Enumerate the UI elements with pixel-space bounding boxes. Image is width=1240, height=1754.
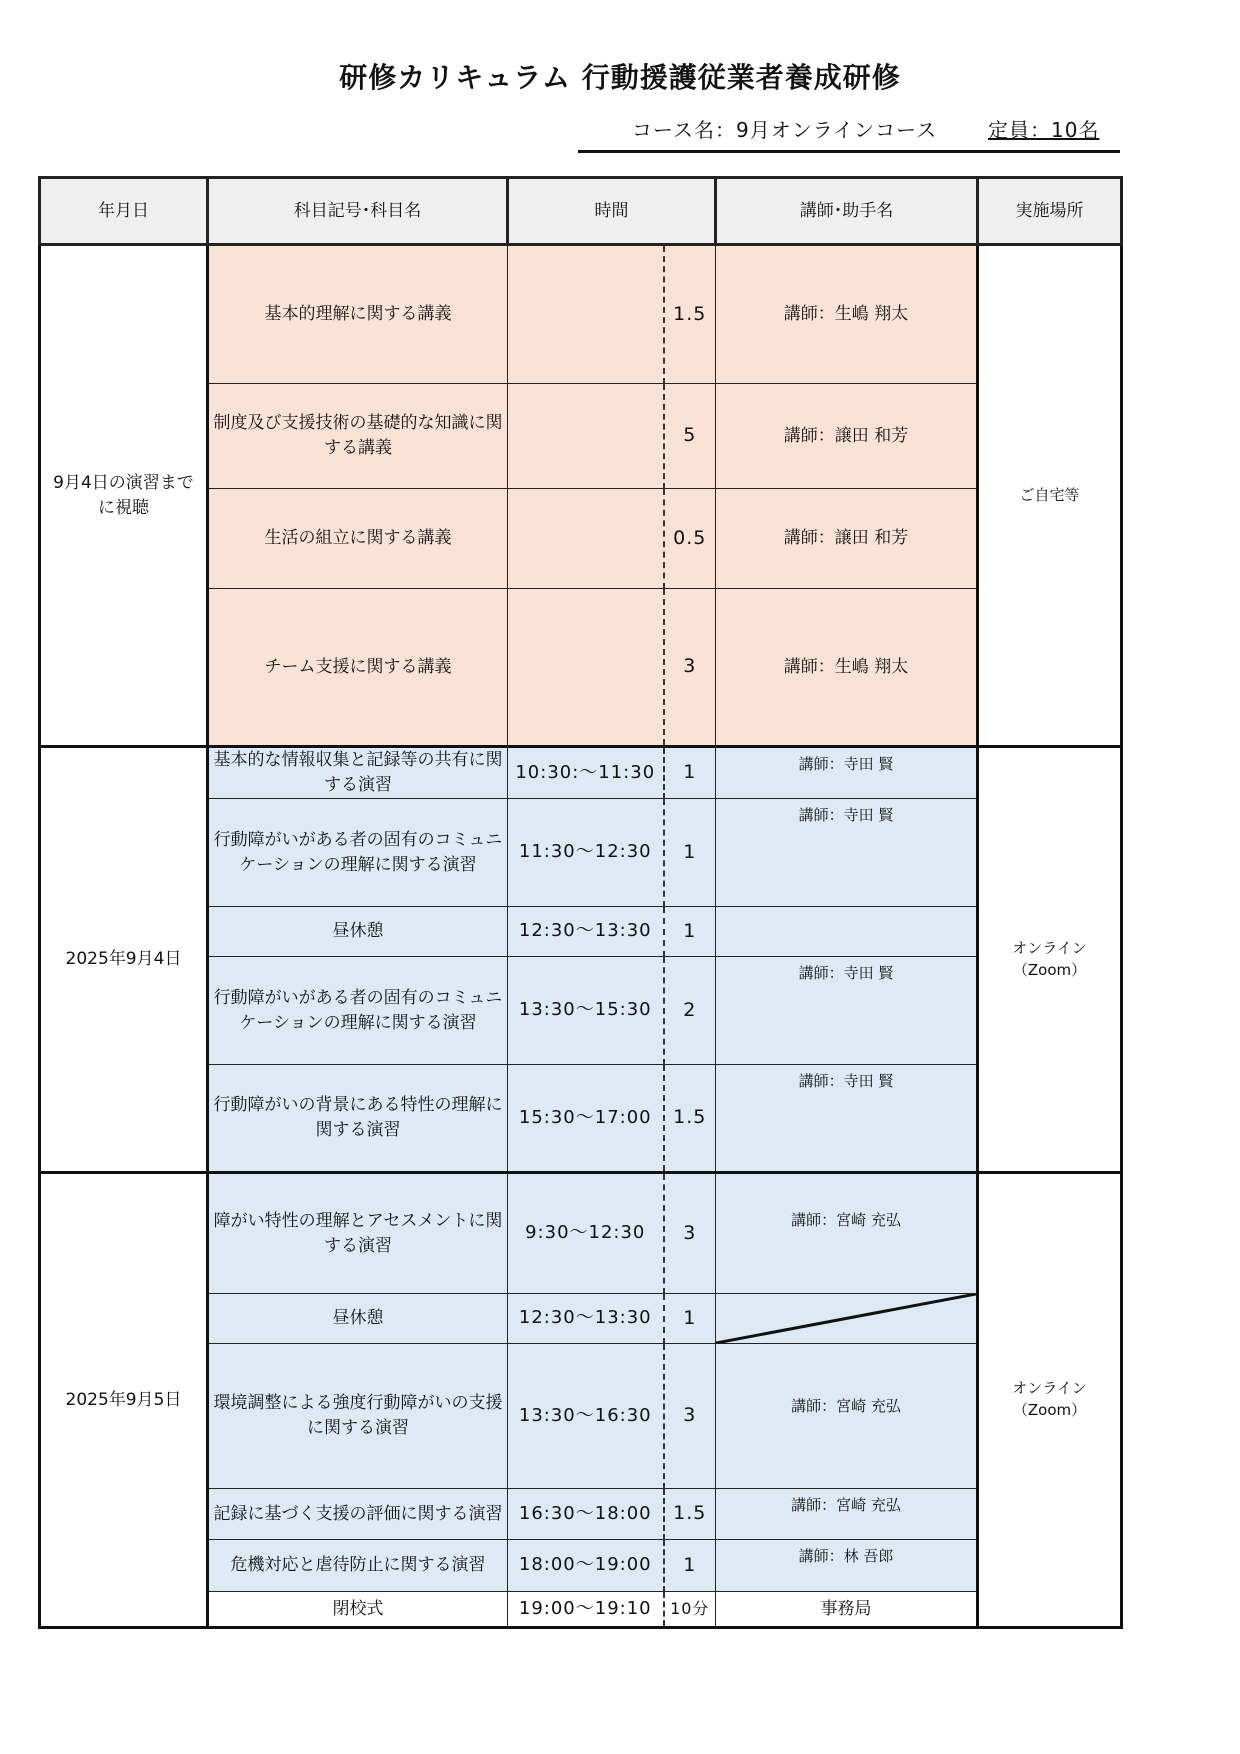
course-underline xyxy=(578,150,1120,153)
subject-cell: 障がい特性の理解とアセスメントに関する演習 xyxy=(208,1173,508,1294)
subject-cell: 危機対応と虐待防止に関する演習 xyxy=(208,1540,508,1592)
hours-cell: 3 xyxy=(664,1173,716,1294)
time-cell: 16:30～18:00 xyxy=(508,1489,664,1540)
subject-cell: 行動障がいがある者の固有のコミュニケーションの理解に関する演習 xyxy=(208,957,508,1065)
hours-cell: 1 xyxy=(664,747,716,799)
subject-cell: 行動障がいがある者の固有のコミュニケーションの理解に関する演習 xyxy=(208,799,508,907)
subject-cell: 環境調整による強度行動障がいの支援に関する演習 xyxy=(208,1344,508,1489)
instructor-cell: 講師：寺田 賢 xyxy=(716,1065,978,1173)
instructor-cell: 講師：林 吾郎 xyxy=(716,1540,978,1592)
hours-cell: 1.5 xyxy=(664,1065,716,1173)
instructor-cell: 講師：宮崎 充弘 xyxy=(716,1173,978,1294)
place-cell: ご自宅等 xyxy=(978,245,1122,747)
table-row xyxy=(40,245,1122,384)
date-cell: 2025年9月5日 xyxy=(40,1173,208,1628)
subject-cell: 行動障がいの背景にある特性の理解に関する演習 xyxy=(208,1065,508,1173)
header-row xyxy=(40,178,1122,245)
hours-cell: 10分 xyxy=(664,1592,716,1628)
hours-cell: 3 xyxy=(664,1344,716,1489)
hours-cell: 1.5 xyxy=(664,245,716,384)
instructor-cell-empty xyxy=(716,1294,978,1344)
subject-cell: 基本的な情報収集と記録等の共有に関する演習 xyxy=(208,747,508,799)
instructor-cell xyxy=(716,907,978,957)
document-title: 研修カリキュラム 行動援護従業者養成研修 xyxy=(339,61,901,94)
course-name: コース名：9月オンラインコース xyxy=(632,118,938,142)
capacity: 定員：10名 xyxy=(988,118,1100,142)
hours-cell: 1 xyxy=(664,1294,716,1344)
instructor-cell: 講師：生嶋 翔太 xyxy=(716,589,978,747)
time-cell xyxy=(508,489,664,589)
subject-cell: 記録に基づく支援の評価に関する演習 xyxy=(208,1489,508,1540)
col-header-date: 年月日 xyxy=(40,178,208,245)
place-cell: オンライン（Zoom） xyxy=(978,747,1122,1173)
time-cell: 18:00～19:00 xyxy=(508,1540,664,1592)
place-cell: オンライン（Zoom） xyxy=(978,1173,1122,1628)
subject-cell: 制度及び支援技術の基礎的な知識に関する講義 xyxy=(208,384,508,489)
time-cell: 12:30～13:30 xyxy=(508,1294,664,1344)
time-cell: 10:30:～11:30 xyxy=(508,747,664,799)
instructor-cell: 講師：宮崎 充弘 xyxy=(716,1489,978,1540)
time-cell: 19:00～19:10 xyxy=(508,1592,664,1628)
subject-cell: 閉校式 xyxy=(208,1592,508,1628)
subject-cell: 基本的理解に関する講義 xyxy=(208,245,508,384)
instructor-cell: 講師：宮崎 充弘 xyxy=(716,1344,978,1489)
hours-cell: 0.5 xyxy=(664,489,716,589)
table-row xyxy=(40,1173,1122,1294)
time-cell: 13:30～15:30 xyxy=(508,957,664,1065)
hours-cell: 1.5 xyxy=(664,1489,716,1540)
curriculum-table xyxy=(38,176,1123,1629)
instructor-cell: 講師：寺田 賢 xyxy=(716,747,978,799)
time-cell: 12:30～13:30 xyxy=(508,907,664,957)
subject-cell: 昼休憩 xyxy=(208,907,508,957)
instructor-cell: 事務局 xyxy=(716,1592,978,1628)
time-cell: 9:30～12:30 xyxy=(508,1173,664,1294)
date-cell: 9月4日の演習までに視聴 xyxy=(40,245,208,747)
instructor-cell: 講師：譲田 和芳 xyxy=(716,384,978,489)
time-cell: 11:30～12:30 xyxy=(508,799,664,907)
hours-cell: 1 xyxy=(664,1540,716,1592)
hours-cell: 2 xyxy=(664,957,716,1065)
hours-cell: 5 xyxy=(664,384,716,489)
col-header-subject: 科目記号･科目名 xyxy=(208,178,508,245)
instructor-cell: 講師：寺田 賢 xyxy=(716,799,978,907)
col-header-instructor: 講師･助手名 xyxy=(716,178,978,245)
table-row xyxy=(40,747,1122,799)
time-cell: 15:30～17:00 xyxy=(508,1065,664,1173)
hours-cell: 3 xyxy=(664,589,716,747)
subject-cell: 昼休憩 xyxy=(208,1294,508,1344)
instructor-cell: 講師：譲田 和芳 xyxy=(716,489,978,589)
instructor-cell: 講師：生嶋 翔太 xyxy=(716,245,978,384)
hours-cell: 1 xyxy=(664,907,716,957)
time-cell xyxy=(508,589,664,747)
subject-cell: 生活の組立に関する講義 xyxy=(208,489,508,589)
hours-cell: 1 xyxy=(664,799,716,907)
subject-cell: チーム支援に関する講義 xyxy=(208,589,508,747)
time-cell xyxy=(508,384,664,489)
time-cell: 13:30～16:30 xyxy=(508,1344,664,1489)
date-cell: 2025年9月4日 xyxy=(40,747,208,1173)
col-header-place: 実施場所 xyxy=(978,178,1122,245)
diagonal-strike xyxy=(716,1294,976,1343)
instructor-cell: 講師：寺田 賢 xyxy=(716,957,978,1065)
col-header-time: 時間 xyxy=(508,178,716,245)
time-cell xyxy=(508,245,664,384)
